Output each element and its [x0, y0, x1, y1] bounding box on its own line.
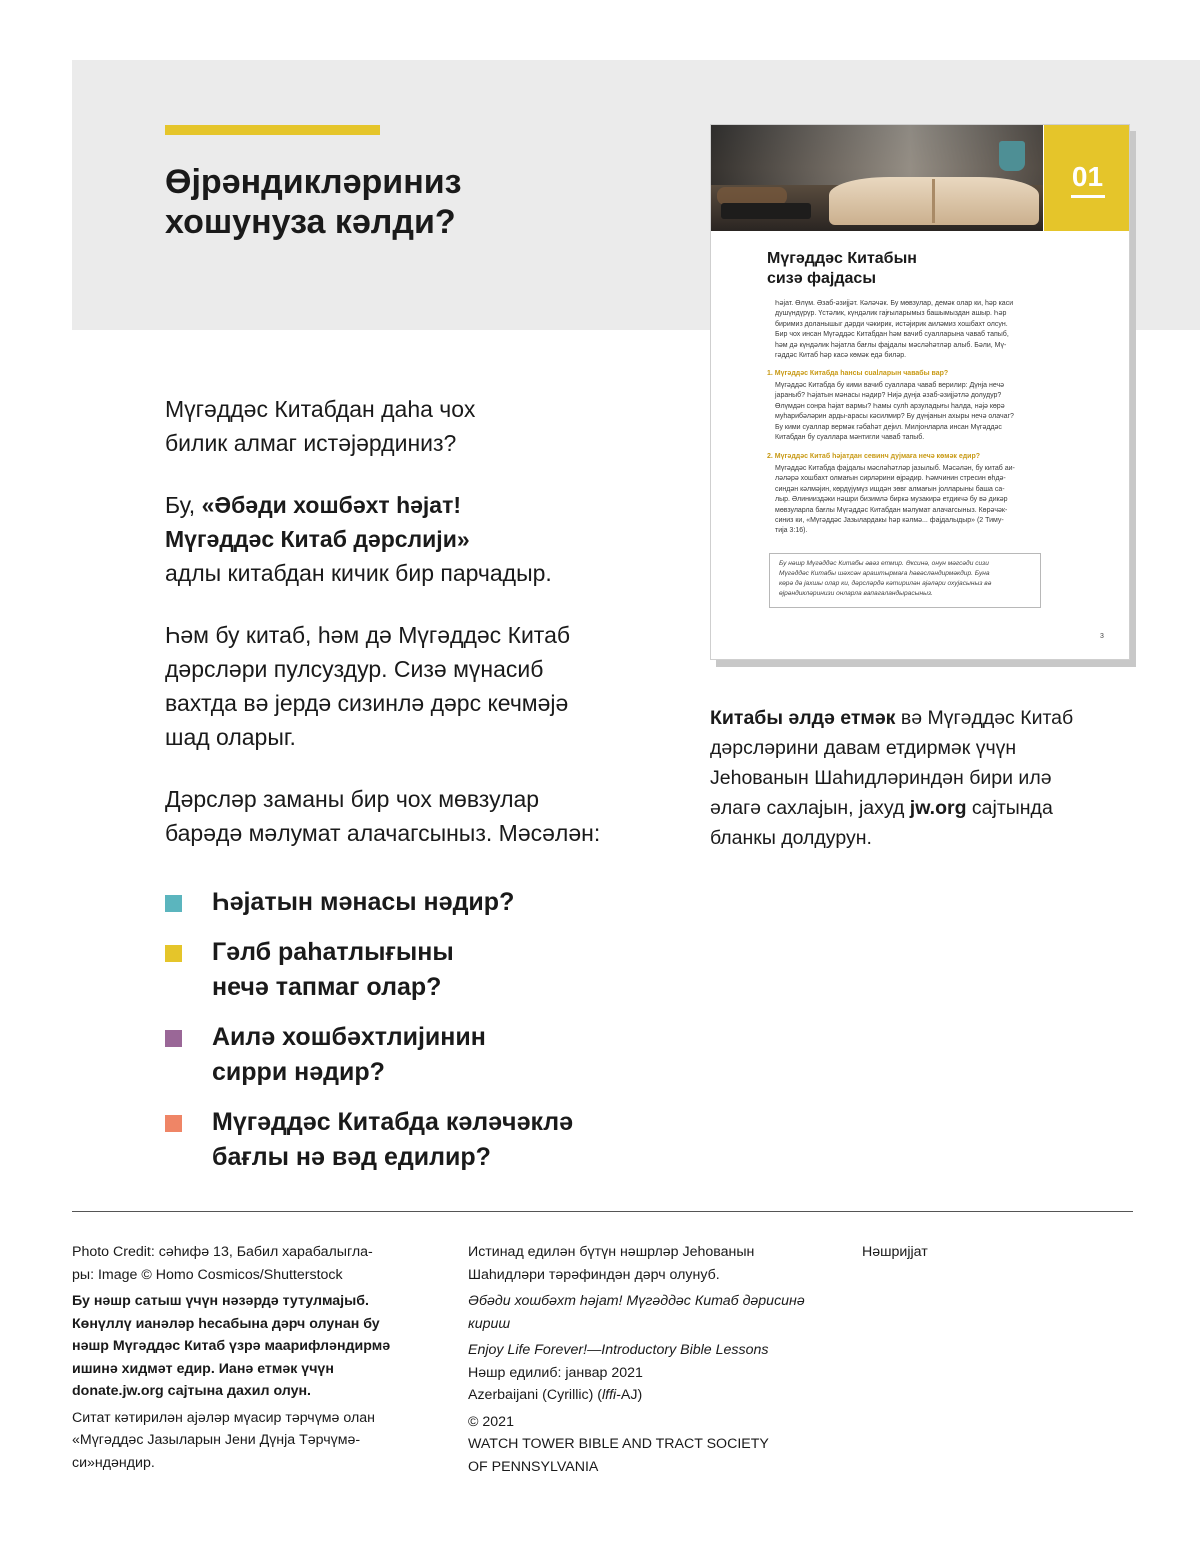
text-line: лыр. Әлинииздәки нәшри бизимлә биркә музакирә етдикчә бу вә дикәр: [775, 496, 1008, 504]
lesson-number-underline: [1071, 195, 1105, 198]
text-line: Мүгәддәс Китабы шәхсән араштырмаға һәвәсләндирмәкдир. Буна: [779, 570, 990, 577]
donation-note: ишинә хидмәт едир. Ианә етмәк үчүн: [72, 1360, 334, 1377]
citation-note: «Мүгәддәс Јазыларын Јени Дүнја Тәрчүмә-: [72, 1432, 361, 1448]
book-title: Мүгәддәс Китаб дәрслији»: [165, 526, 470, 552]
photo-background: [711, 125, 1043, 185]
publisher-note: Истинад едилән бүтүн нәшрләр Јеһованын: [468, 1244, 755, 1260]
footer-middle: [468, 1241, 838, 1478]
lesson-intro: [775, 299, 1043, 361]
text-line: мөвзуларла бағлы Мүгәддәс Китабдан мәлумат алачагсыныз. Көрәчәк-: [775, 506, 1008, 514]
text-line: јараныб? Һәјатын мәнасы нәдир? Нијә дүнја әзаб-әзијјәтлә долудур?: [775, 392, 1002, 400]
topic-text: Мүгәддәс Китабда кәләчәклә: [212, 1108, 574, 1136]
publication-title-english: Enjoy Life Forever!—Introductory Bible Lessons: [468, 1342, 769, 1358]
text-line: һәм дә күндәлик һәјатла бағлы фајдалы мәсләһәтләр алыб. Бәли, Мү-: [775, 341, 1007, 349]
photo-credit: Photo Credit: сәһифә 13, Бабил харабалыгла-: [72, 1244, 373, 1260]
lesson-answer-2: [775, 464, 1043, 537]
publisher-name: WATCH TOWER BIBLE AND TRACT SOCIETY: [468, 1436, 769, 1452]
phone-icon: [721, 203, 811, 219]
square-bullet-icon: [165, 1115, 182, 1132]
text-line: адлы китабдан кичик бир парчадыр.: [165, 560, 552, 586]
publisher-name: OF PENNSYLVANIA: [468, 1458, 599, 1475]
text-line: Мүгәддәс Китабда фајдалы мәсләһәтләр јазылыб. Мәсәлән, бу китаб аи-: [775, 465, 1015, 472]
intro-paragraph-3: [165, 618, 665, 754]
text-line: дәрсләри пулсуздур. Сизә мүнасиб: [165, 656, 544, 682]
publisher-note: Шаһидләри тәрәфиндән дәрч олунуб.: [468, 1266, 720, 1283]
text-line: билик алмаг истәјәрдиниз?: [165, 430, 457, 456]
publication-title: Әбәди хошбәхт һәјат! Мүгәддәс Китаб дәрисинә: [468, 1293, 805, 1309]
text-line: бланкы долдурун.: [710, 827, 872, 849]
square-bullet-icon: [165, 895, 182, 912]
page-title: [165, 162, 635, 242]
topic-text: нечә тапмаг олар?: [212, 973, 442, 1001]
text-line: Дәрсләр заманы бир чох мөвзулар: [165, 786, 540, 812]
donation-note: Бу нәшр сатыш үчүн нәзәрдә тутулмајыб.: [72, 1293, 369, 1309]
text-fragment: сајтында: [966, 797, 1053, 819]
lesson-number-box: [1044, 125, 1130, 231]
text-line: көрә дә јахшы олар ки, дәрсләрдә кәтирилән ајәләри охујасыныз вә: [779, 580, 992, 587]
cta-bold: Китабы әлдә етмәк: [710, 707, 896, 729]
text-line: Бу нәшр Мүгәддәс Китабы әвәз етмир. Әксинә, онун мәгсәди сизи: [779, 560, 989, 567]
lesson-note-box: [769, 553, 1041, 608]
text-line: [165, 522, 665, 556]
book-spine: [932, 179, 935, 223]
topic-item: [165, 1105, 665, 1175]
photo-credit: ры: Image © Homo Cosmicos/Shutterstock: [72, 1266, 343, 1283]
topic-text: Гәлб раһатлығыны: [212, 938, 454, 966]
lesson-answer-1: [775, 381, 1043, 443]
book-title: «Әбәди хошбәхт һәјат!: [201, 492, 462, 518]
text-line: Јеһованын Шаһидләриндән бири илә: [710, 767, 1052, 789]
footer-left: [72, 1241, 452, 1474]
text-fragment: Azerbaijani (Cyrillic) (: [468, 1387, 603, 1403]
language-code: lffi: [602, 1387, 617, 1403]
title-line: хошунуза кәлди?: [165, 203, 456, 241]
intro-paragraph-4: [165, 782, 665, 850]
lesson-number: 01: [1071, 161, 1104, 192]
text-line: дәрсләрини давам етдирмәк үчүн: [710, 737, 1017, 759]
footer-right: [862, 1241, 1062, 1264]
donation-note: нәшр Мүгәддәс Китаб үзрә маарифләндирмә: [72, 1338, 391, 1354]
text-fragment: вә Мүгәддәс Китаб: [895, 707, 1074, 729]
copyright: © 2021: [468, 1413, 514, 1430]
text-line: синдән кәлмәјин, көрдүјүмүз ишдән зөвг алмағын јолларыны баша са-: [775, 485, 1005, 493]
website-link[interactable]: jw.org: [909, 797, 967, 819]
text-fragment: Бу,: [165, 492, 202, 518]
citation-note: си»ндәндир.: [72, 1454, 155, 1471]
lesson-title-line: Мүгәддәс Китабын: [767, 250, 917, 267]
accent-bar: [165, 125, 380, 135]
topic-text: бағлы нә вәд едилир?: [212, 1143, 491, 1171]
text-line: барәдә мәлумат алачагсыныз. Мәсәлән:: [165, 820, 601, 846]
topic-list: [165, 885, 665, 1190]
publisher-label: Нәшријјат: [862, 1244, 928, 1260]
text-fragment: әлагә сахлајын, јахуд: [710, 797, 910, 819]
intro-paragraph-1: [165, 392, 665, 460]
text-line: Өлүмдән сонра һәјат вармы? Һамы сулһ арзуладығы һалда, нәјә көрә: [775, 402, 1005, 410]
text-line: [165, 488, 665, 522]
donation-note: Көнүллү ианәләр һесабына дәрч олунан бу: [72, 1315, 380, 1332]
text-line: душүндүрүр. Үстәлик, күндәлик гајғыларымыз башымыздан ашыр. Һәр: [775, 310, 1007, 318]
intro-paragraph-2: [165, 488, 665, 590]
text-fragment: -AJ): [616, 1387, 643, 1403]
footer-divider: [72, 1211, 1133, 1212]
text-line: шад оларыг.: [165, 724, 296, 750]
donation-note: donate.jw.org сајтына дахил олун.: [72, 1383, 311, 1399]
topic-text: сирри нәдир?: [212, 1058, 385, 1086]
square-bullet-icon: [165, 1030, 182, 1047]
title-line: Өјрәндикләриниз: [165, 163, 462, 201]
call-to-action: [710, 703, 1140, 853]
text-line: биримиз доланышыг дәрди чәкирик, истәјирик аиләмиз хошбахт олсун.: [775, 320, 1008, 328]
text-line: Мүгәддәс Китабда бу кими вачиб суаллара чаваб верилир: Дүнја нечә: [775, 382, 1005, 389]
text-line: синиз ки, «Мүгәддәс Јазылардакы һәр кәлмә... фајдалыдыр» (2 Тиму-: [775, 517, 1004, 525]
citation-note: Ситат кәтирилән ајәләр мүасир тәрчүмә олан: [72, 1409, 375, 1426]
lesson-question-1: 1. Мүгәддәс Китабда һансы сualларын чавабы вар?: [767, 370, 949, 377]
text-line: өјрәндикләринизи онларла вапагаландырасыныз.: [779, 590, 933, 597]
text-line: Һәјат. Өлүм. Әзаб-әзијјәт. Кәләчәк. Бу мөвзулар, демәк олар ки, һәр каси: [775, 300, 1014, 307]
text-line: Һәм бу китаб, һәм дә Мүгәддәс Китаб: [165, 622, 571, 648]
text-line: Китабдан бу суаллара мәнтигли чаваб тапыб.: [775, 434, 925, 442]
topic-item: [165, 1020, 665, 1090]
text-line: тија 3:16).: [775, 527, 808, 535]
topic-text: Һәјатын мәнасы нәдир?: [212, 888, 515, 916]
text-line: гәддәс Китаб һәр касә көмәк едә биләр.: [775, 352, 907, 360]
language-edition: [468, 1384, 838, 1407]
book-page-preview: [710, 124, 1130, 660]
intro-text: [165, 392, 665, 878]
topic-text: Аилә хошбәхтлијинин: [212, 1023, 486, 1051]
print-date: Нәшр едилиб: јанвар 2021: [468, 1364, 643, 1381]
text-line: [710, 793, 1140, 823]
text-line: Бир чох инсан Мүгәддәс Китабдан һәм вачиб суалларына чаваб тапыб,: [775, 331, 1009, 339]
open-bible-photo: [711, 125, 1043, 231]
page-number: 3: [1100, 633, 1104, 640]
text-line: Бу кими суаллар вермәк гәбаһәт дејил. Милјонларла инсан Мүгәддәс: [775, 423, 1002, 431]
lesson-title: [767, 249, 917, 289]
square-bullet-icon: [165, 945, 182, 962]
topic-item: [165, 885, 665, 920]
cup-icon: [999, 141, 1025, 171]
text-line: ләләрә хошбахт олмағын сирләрини өјрәдир. Һәмчинин стресин өһдә-: [775, 475, 1006, 483]
text-line: вахтда вә јердә сизинлә дәрс кечмәјә: [165, 690, 569, 716]
text-line: муһарибәләрин арды-арасы кәсилмир? Бу дүнјанын ахыры нечә олачаг?: [775, 413, 1014, 421]
lesson-title-line: сизә фајдасы: [767, 270, 876, 287]
publication-title: кириш: [468, 1315, 511, 1332]
text-line: [710, 703, 1140, 733]
lesson-question-2: 2. Мүгәддәс Китаб һәјатдан севинч дујмаға нечә көмәк едир?: [767, 453, 981, 460]
topic-item: [165, 935, 665, 1005]
text-line: Мүгәддәс Китабдан даһа чох: [165, 396, 476, 422]
